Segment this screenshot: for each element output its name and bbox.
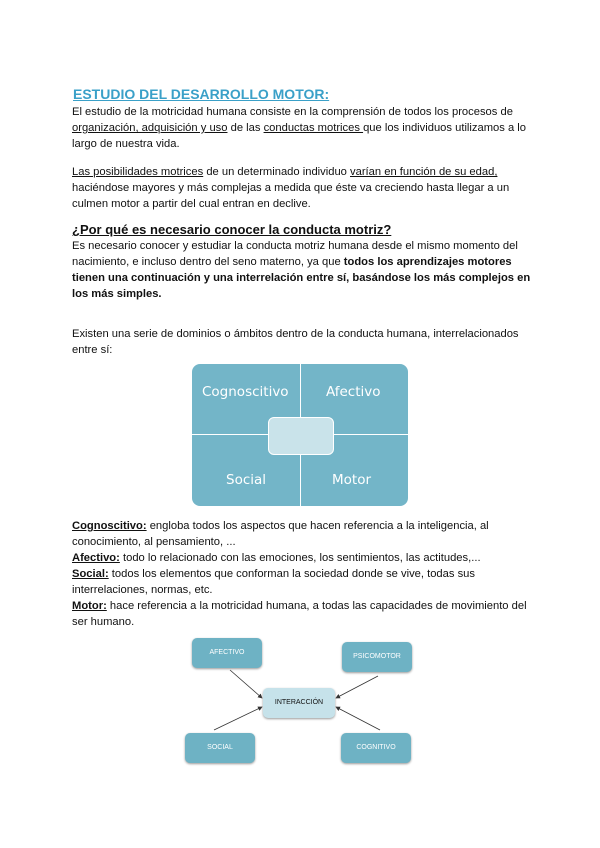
underlined-text: conductas motrices [263,122,364,134]
node-afectivo: AFECTIVO [192,638,262,668]
node-social: SOCIAL [185,733,255,763]
text: Es necesario conocer y estudiar la conducta motriz humana desde el mismo momento del nacimiento, e incluso dentro del seno materno, ya que [72,240,518,268]
text: hace referencia a la motricidad humana, a todas las capacidades de movimiento del ser humano. [72,600,527,628]
node-cognitivo: COGNITIVO [341,733,411,763]
text: de las [227,122,264,134]
text: que los individuos utilizamos a lo largo de nuestra vida. [72,122,526,150]
term: Afectivo: [72,552,120,564]
paragraph-domains: Existen una serie de dominios o ámbitos dentro de la conducta humana, interrelacionados entre sí: [72,328,519,356]
bold-text: todos los aprendizajes motores tienen una continuación y una interrelación entre sí, basándose los más complejos en los más simples. [72,256,531,300]
text: todos los elementos que conforman la sociedad donde se vive, todas sus interrelaciones, normas, etc. [72,568,475,596]
term: Motor: [72,600,107,612]
text: engloba todos los aspectos que hacen referencia a la inteligencia, al conocimiento, al pensamiento, ... [72,520,489,548]
domain-social: Social [226,472,267,488]
domain-motor: Motor [332,472,372,488]
text: El estudio de la motricidad humana consiste en la comprensión de todos los procesos de [72,106,513,118]
term: Social: [72,568,109,580]
node-interaccion: INTERACCIÓN [263,688,335,718]
page-title: ESTUDIO DEL DESARROLLO MOTOR: [73,86,330,102]
section-heading: ¿Por qué es necesario conocer la conducta motriz? [72,222,392,237]
text: de un determinado individuo [203,166,351,178]
term: Cognoscitivo: [72,520,147,532]
text: todo lo relacionado con las emociones, los sentimientos, las actitudes,... [119,552,481,564]
text: haciéndose mayores y más complejas a medida que éste va creciendo hasta llegar a un culmen motor a partir del cual entran en declive. [72,182,510,210]
underlined-text: Las posibilidades motrices [72,166,204,178]
underlined-text: organización, adquisición y uso [72,122,228,134]
underlined-text: varían en función de su edad, [350,166,498,178]
domain-afectivo: Afectivo [326,384,381,400]
domain-cognoscitivo: Cognoscitivo [202,384,289,400]
node-psicomotor: PSICOMOTOR [342,642,412,672]
